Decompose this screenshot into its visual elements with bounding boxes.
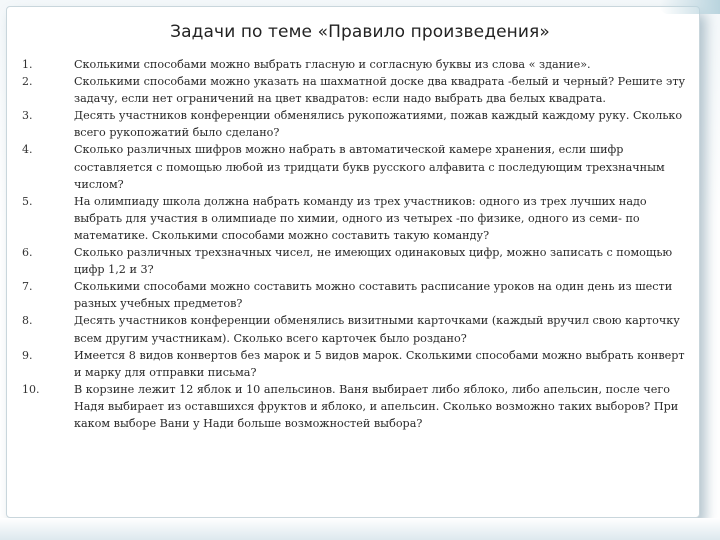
corner-decoration [660, 0, 720, 14]
list-item-number: 6. [22, 246, 33, 260]
list-item [22, 73, 694, 107]
list-item-text: Сколькими способами можно указать на шахматной доске два квадрата -белый и черный? Решите эту задачу, если нет ограничений на цвет квадратов: если надо выбрать два белых квадрата. [74, 75, 686, 106]
list-item-text: Сколько различных шифров можно набрать в автоматической камере хранения, если шифр составляется с помощью любой из тридцати букв русского алфавита с последующим трехзначным числом? [74, 143, 665, 191]
list-item [22, 56, 694, 73]
page-title: Задачи по теме «Правило произведения» [170, 22, 550, 42]
list-item-text: Десять участников конференции обменялись рукопожатиями, пожав каждый каждому руку. Сколько всего рукопожатий было сделано? [74, 109, 683, 140]
list-item [22, 312, 694, 346]
list-item-number: 2. [22, 75, 33, 89]
task-list [22, 56, 694, 432]
list-item [22, 381, 694, 432]
list-item-text: В корзине лежит 12 яблок и 10 апельсинов. Ваня выбирает либо яблоко, либо апельсин, после чего Надя выбирает из оставшихся фруктов и яблоко, и апельсин. Сколько возможно таких выборов? При каком выборе Вани у Нади больше возможностей выбора? [74, 382, 679, 430]
list-item-text: Имеется 8 видов конвертов без марок и 5 видов марок. Сколькими способами можно выбрать конверт и марку для отправки письма? [74, 348, 685, 379]
list-item-text: На олимпиаду школа должна набрать команду из трех участников: одного из трех лучших надо выбрать для участия в олимпиаде по химии, одного из четырех -по физике, одного из семи- по математике. Сколькими способами можно составить такую команду? [74, 194, 647, 242]
list-item-number: 1. [22, 58, 33, 71]
list-item-number: 10. [22, 382, 40, 396]
list-item [22, 193, 694, 244]
list-item-number: 7. [22, 280, 33, 294]
list-item-number: 5. [22, 194, 33, 208]
list-item-text: Сколькими способами можно составить можно составить расписание уроков на один день из шести разных учебных предметов? [74, 280, 673, 311]
list-item [22, 107, 694, 141]
list-item-text: Сколько различных трехзначных чисел, не имеющих одинаковых цифр, можно записать с помощью цифр 1,2 и 3? [74, 246, 673, 277]
list-item-number: 3. [22, 109, 33, 123]
bottom-decoration [0, 518, 720, 540]
list-item-number: 8. [22, 314, 33, 328]
list-item-text: Сколькими способами можно выбрать гласную и согласную буквы из слова « здание». [74, 58, 591, 71]
list-item [22, 347, 694, 381]
list-item-number: 4. [22, 143, 33, 157]
list-item [22, 244, 694, 278]
list-item-text: Десять участников конференции обменялись визитными карточками (каждый вручил свою карточку всем другим участникам). Сколько всего карточек было роздано? [74, 314, 680, 345]
list-item [22, 141, 694, 192]
list-item-number: 9. [22, 348, 33, 362]
list-item [22, 278, 694, 312]
